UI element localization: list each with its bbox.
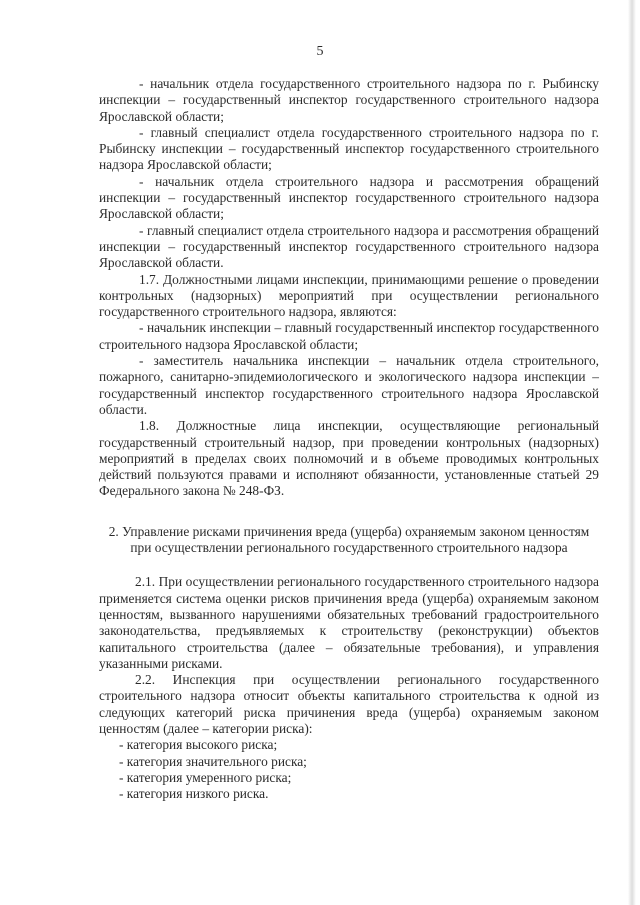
paragraph: - главный специалист отдела государственного строительного надзора по г. Рыбинску инспекции – государственный инспектор государственного строительного надзора Ярославской области; xyxy=(99,124,599,173)
paragraph: 2.1. При осуществлении регионального государственного строительного надзора применяется система оценки рисков причинения вреда (ущерба) охраняемым законом ценностям, вызванного нарушениями обязательных требований градостроительного законодательства, предъявляемых к строительству (реконструкции) объектов капитального строительства (далее – обязательные требования), и управления указанными рисками. xyxy=(99,574,599,671)
paragraph: - начальник отдела государственного строительного надзора по г. Рыбинску инспекции – государственный инспектор государственного строительного надзора Ярославской области; xyxy=(99,76,599,124)
document-body xyxy=(99,76,599,802)
paragraph: - главный специалист отдела строительного надзора и рассмотрения обращений инспекции – государственный инспектор государственного строительного надзора Ярославской области. xyxy=(99,222,599,271)
list-item: - категория высокого риска; xyxy=(119,737,278,753)
list-item: - категория значительного риска; xyxy=(119,753,307,769)
spacer xyxy=(99,556,599,574)
section-heading: 2. Управление рисками причинения вреда (ущерба) охраняемым законом ценностям при осуществлении регионального государственного строительного надзора xyxy=(108,523,590,556)
list-item: - категория низкого риска. xyxy=(119,786,269,802)
paragraph: 2.2. Инспекция при осуществлении регионального государственного строительного надзора относит объекты капитального строительства к одной из следующих категорий риска причинения вреда (ущерба) охраняемым законом ценностям (далее – категории риска): xyxy=(99,672,599,736)
page-number: 5 xyxy=(316,44,324,59)
paragraph: 1.7. Должностными лицами инспекции, принимающими решение о проведении контрольных (надзорных) мероприятий при осуществлении регионального государственного строительного надзора, являются: xyxy=(99,271,599,320)
paragraph: 1.8. Должностные лица инспекции, осуществляющие региональный государственный строительный надзор, при проведении контрольных (надзорных) мероприятий в пределах своих полномочий и в объеме проводимых контрольных действий пользуются правами и исполняют обязанности, установленные статьей 29 Федерального закона № 248-ФЗ. xyxy=(99,418,599,499)
paragraph: - начальник отдела строительного надзора и рассмотрения обращений инспекции – государственный инспектор государственного строительного надзора Ярославской области; xyxy=(99,173,599,222)
paragraph: - заместитель начальника инспекции – начальник отдела строительного, пожарного, санитарно-эпидемиологического и экологического надзора инспекции – государственный инспектор государственного строительного надзора Ярославской области. xyxy=(99,353,599,417)
risk-category-list xyxy=(99,737,599,802)
spacer xyxy=(99,500,599,524)
list-item: - категория умеренного риска; xyxy=(119,769,292,785)
scan-edge-shadow xyxy=(628,0,636,905)
paragraph: - начальник инспекции – главный государственный инспектор государственного строительного надзора Ярославской области; xyxy=(99,320,599,352)
